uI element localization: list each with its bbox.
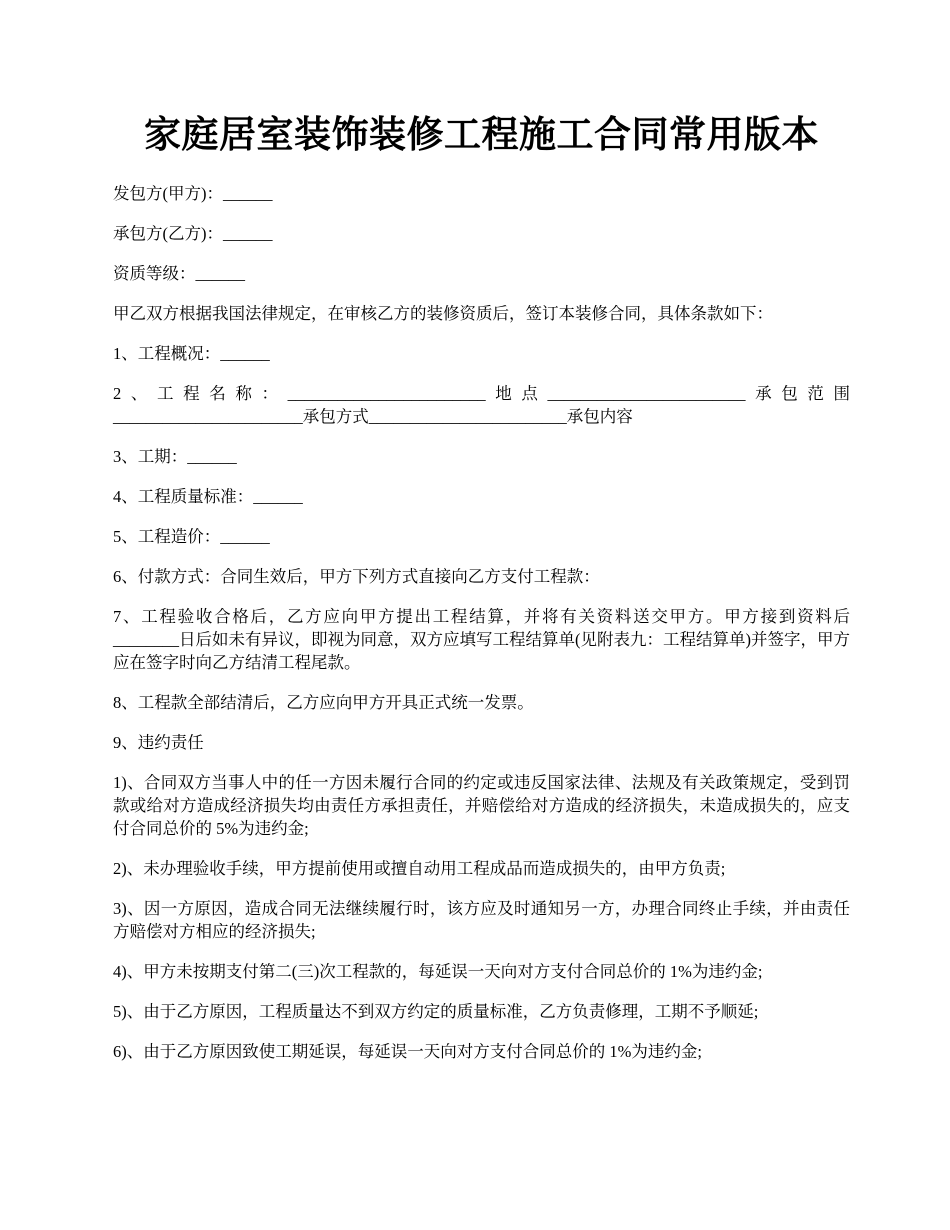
liability-item-4: 4)、甲方未按期支付第二(三)次工程款的，每延误一天向对方支付合同总价的 1%为违约金; xyxy=(113,962,763,981)
clause-8-invoice: 8、工程款全部结清后，乙方应向甲方开具正式统一发票。 xyxy=(113,693,534,712)
liability-item-6: 6)、由于乙方原因致使工期延误，每延误一天向对方支付合同总价的 1%为违约金; xyxy=(113,1042,702,1061)
clause-1-project-overview: 1、工程概况：______ xyxy=(113,344,270,363)
party-b-line: 承包方(乙方)：______ xyxy=(113,224,273,243)
clause-2-project-name: 2、工程名称：________________________地点________________________承包范围_______________________承包方式________________________承包内容 xyxy=(113,384,850,426)
liability-item-1: 1)、合同双方当事人中的任一方因未履行合同的约定或违反国家法律、法规及有关政策规定，受到罚款或给对方造成经济损失均由责任方承担责任，并赔偿给对方造成的经济损失，未造成损失的，应支付合同总价的 5%为违约金; xyxy=(113,773,850,838)
qualification-line: 资质等级：______ xyxy=(113,264,245,283)
clause-7-settlement: 7、工程验收合格后，乙方应向甲方提出工程结算，并将有关资料送交甲方。甲方接到资料后 ________日后如未有异议，即视为同意，双方应填写工程结算单(见附表九：工程结算单)并签字，甲方应在签字时向乙方结清工程尾款。 xyxy=(113,607,850,672)
clause-3-duration: 3、工期：______ xyxy=(113,447,237,466)
clause-6-payment-method: 6、付款方式：合同生效后，甲方下列方式直接向乙方支付工程款： xyxy=(113,567,600,586)
liability-item-2: 2)、未办理验收手续，甲方提前使用或擅自动用工程成品而造成损失的，由甲方负责; xyxy=(113,859,726,878)
clause-9-liability-heading: 9、违约责任 xyxy=(113,733,204,752)
clause-5-project-cost: 5、工程造价：______ xyxy=(113,527,270,546)
party-a-line: 发包方(甲方)：______ xyxy=(113,184,273,203)
liability-item-5: 5)、由于乙方原因，工程质量达不到双方约定的质量标准，乙方负责修理，工期不予顺延; xyxy=(113,1002,759,1021)
liability-item-3: 3)、因一方原因，造成合同无法继续履行时，该方应及时通知另一方，办理合同终止手续，并由责任方赔偿对方相应的经济损失; xyxy=(113,899,850,941)
preamble-paragraph: 甲乙双方根据我国法律规定，在审核乙方的装修资质后，签订本装修合同，具体条款如下： xyxy=(113,304,773,323)
document-title: 家庭居室装饰装修工程施工合同常用版本 xyxy=(144,115,819,156)
clause-4-quality-standard: 4、工程质量标准：______ xyxy=(113,487,303,506)
